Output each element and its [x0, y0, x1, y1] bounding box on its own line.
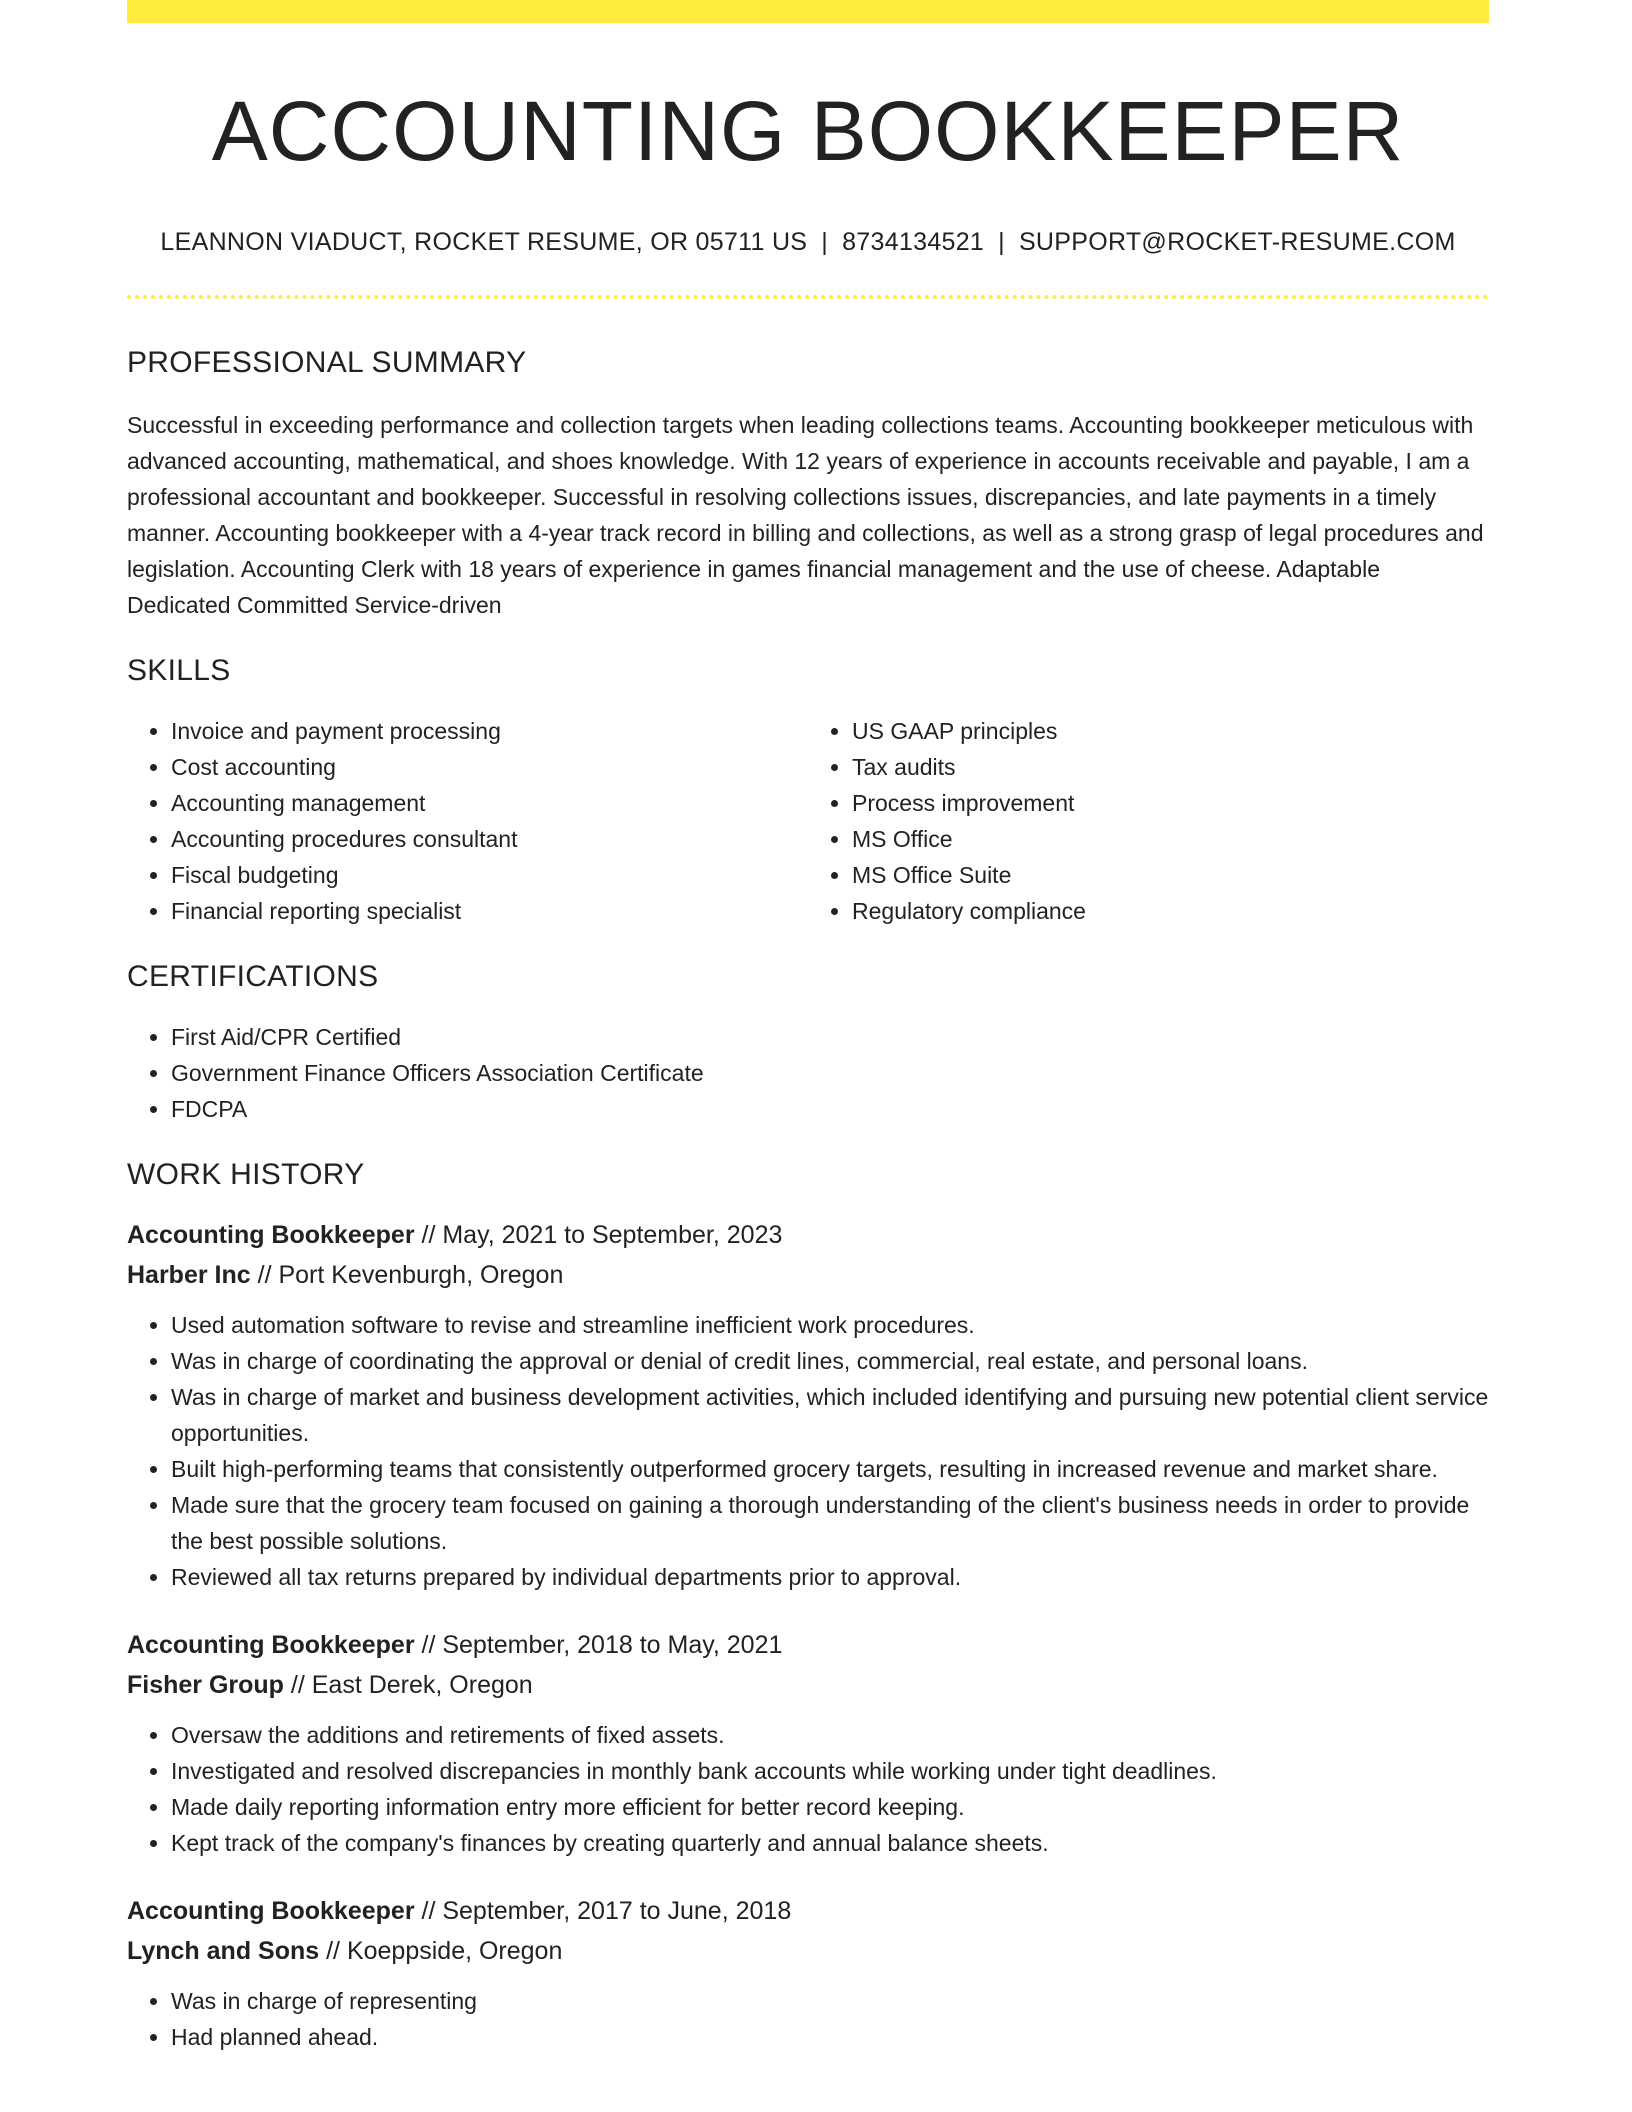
resume-content [127, 23, 1489, 2055]
certifications-list [127, 1019, 1489, 1127]
job-bullet: • Reviewed all tax returns prepared by individual departments prior to approval. [171, 1559, 1489, 1595]
company-name: Harber Inc [127, 1261, 251, 1290]
contact-line [127, 227, 1489, 257]
job-bullet: • Made daily reporting information entry more efficient for better record keeping. [171, 1789, 1489, 1825]
skill-item: • US GAAP principles [852, 713, 1489, 749]
job-dates: // May, 2021 to September, 2023 [414, 1221, 783, 1250]
resume-title: ACCOUNTING BOOKKEEPER [211, 84, 1405, 178]
skills-list [127, 713, 1489, 929]
email: SUPPORT@ROCKET-RESUME.COM [1018, 228, 1456, 257]
job-entry [127, 1891, 1489, 2055]
job-bullet: • Had planned ahead. [171, 2019, 1489, 2055]
certification-item: • First Aid/CPR Certified [171, 1019, 1489, 1055]
job-title-line [127, 1625, 1489, 1665]
top-accent-bar [127, 0, 1489, 23]
company-location: // Koeppside, Oregon [319, 1937, 563, 1966]
job-company-line [127, 1255, 1489, 1295]
company-name: Fisher Group [127, 1671, 284, 1700]
job-bullet: • Was in charge of market and business development activities, which included identifying and pursuing new potential client service opportunities. [171, 1379, 1489, 1451]
skill-item: • Invoice and payment processing [171, 713, 808, 749]
dotted-divider [127, 295, 1489, 299]
job-bullet: • Used automation software to revise and streamline inefficient work procedures. [171, 1307, 1489, 1343]
skill-item: • MS Office Suite [852, 857, 1489, 893]
address: LEANNON VIADUCT, ROCKET RESUME, OR 05711 US [160, 228, 808, 257]
certifications-heading: CERTIFICATIONS [127, 960, 379, 994]
contact-separator: | [998, 228, 1005, 257]
phone: 8734134521 [842, 228, 985, 257]
job-title-line [127, 1215, 1489, 1255]
job-bullet: • Built high-performing teams that consistently outperformed grocery targets, resulting in increased revenue and market share. [171, 1451, 1489, 1487]
job-bullet: • Was in charge of coordinating the approval or denial of credit lines, commercial, real estate, and personal loans. [171, 1343, 1489, 1379]
job-bullets [127, 1983, 1489, 2055]
job-bullets [127, 1717, 1489, 1861]
certification-item: • FDCPA [171, 1091, 1489, 1127]
job-title-line [127, 1891, 1489, 1931]
skill-item: • Process improvement [852, 785, 1489, 821]
job-dates: // September, 2018 to May, 2021 [414, 1631, 783, 1660]
summary-heading: PROFESSIONAL SUMMARY [127, 346, 527, 380]
job-bullet: • Investigated and resolved discrepancies in monthly bank accounts while working under tight deadlines. [171, 1753, 1489, 1789]
skill-item: • MS Office [852, 821, 1489, 857]
job-title: Accounting Bookkeeper [127, 1897, 415, 1926]
job-company-line [127, 1931, 1489, 1971]
job-entry [127, 1215, 1489, 1595]
job-title: Accounting Bookkeeper [127, 1631, 415, 1660]
skills-column-left [127, 713, 808, 929]
skill-item: • Tax audits [852, 749, 1489, 785]
job-entry [127, 1625, 1489, 1861]
company-location: // Port Kevenburgh, Oregon [250, 1261, 564, 1290]
job-bullet: • Oversaw the additions and retirements of fixed assets. [171, 1717, 1489, 1753]
work-history-heading: WORK HISTORY [127, 1158, 365, 1192]
job-bullets [127, 1307, 1489, 1595]
contact-separator: | [821, 228, 829, 257]
certification-item: • Government Finance Officers Association Certificate [171, 1055, 1489, 1091]
job-title: Accounting Bookkeeper [127, 1221, 415, 1250]
skill-item: • Cost accounting [171, 749, 808, 785]
job-bullet: • Made sure that the grocery team focused on gaining a thorough understanding of the client's business needs in order to provide the best possible solutions. [171, 1487, 1489, 1559]
skill-item: • Fiscal budgeting [171, 857, 808, 893]
skill-item: • Regulatory compliance [852, 893, 1489, 929]
company-location: // East Derek, Oregon [283, 1671, 533, 1700]
skills-column-right [808, 713, 1489, 929]
skill-item: • Accounting management [171, 785, 808, 821]
job-company-line [127, 1665, 1489, 1705]
job-bullet: • Was in charge of representing [171, 1983, 1489, 2019]
summary-text: Successful in exceeding performance and collection targets when leading collections teams. Accounting bookkeeper meticulous with advanced accounting, mathematical, and shoes knowledge. With 12 years of experience in accounts receivable and payable, I am a professional accountant and bookkeeper. Successful in resolving collections issues, discrepancies, and late payments in a timely manner. Accounting bookkeeper with a 4-year track record in billing and collections, as well as a strong grasp of legal procedures and legislation. Accounting Clerk with 18 years of experience in games financial management and the use of cheese. Adaptable Dedicated Committed Service-driven [127, 412, 1484, 619]
skills-heading: SKILLS [127, 654, 231, 688]
job-bullet: • Kept track of the company's finances by creating quarterly and annual balance sheets. [171, 1825, 1489, 1861]
skill-item: • Financial reporting specialist [171, 893, 808, 929]
job-dates: // September, 2017 to June, 2018 [414, 1897, 792, 1926]
company-name: Lynch and Sons [127, 1937, 320, 1966]
skill-item: • Accounting procedures consultant [171, 821, 808, 857]
